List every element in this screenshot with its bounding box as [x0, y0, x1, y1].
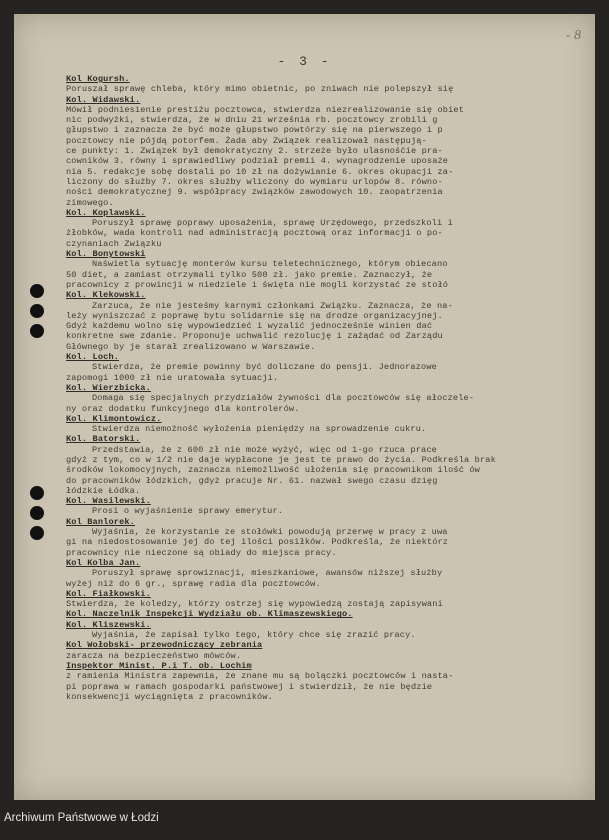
text-line: Zarzuca, że nie jesteśmy karnymi członkami Związku. Zaznacza, że na- — [92, 300, 453, 311]
text-line: łódzkie Łódka. — [66, 485, 141, 496]
text-line: nia 5. redakcje sobę dostali po 10 zł na dożywianie 6. okres okupacji za- — [66, 166, 454, 177]
punch-holes-lower — [30, 486, 44, 546]
archive-label: Archiwum Państwowe w Łodzi — [4, 812, 159, 824]
text-line: nic podwyżki, stwierdza, że w dniu 21 września rb. pocztowcy zrobili g — [66, 115, 438, 126]
speaker-heading: Kol. Klimontowicz. — [66, 413, 162, 424]
text-line: Naświetla sytuację monterów kursu teletechnicznego, którym obiecano — [92, 259, 448, 270]
text-line: pocztowcy nie pójdą potorfem. Żada aby Związek realizował następują- — [66, 135, 427, 146]
text-line: konkretne swe zdanie. Proponuje uchwalić rezolucję i zażądać od Zarządu — [66, 331, 443, 342]
text-line: Poruszał sprawę chleba, który mimo obietnic, po zniwach nie polepszył się — [66, 84, 454, 95]
text-line: ności demokratycznej 9. współpracy związków zawodowych 10. zaopatrzenia — [66, 187, 443, 198]
document-page — [14, 14, 595, 800]
speaker-heading: Kol. Bonytowski — [66, 249, 146, 260]
speaker-heading: Kol Banlorek. — [66, 516, 135, 527]
text-line: ce punkty: 1. Związek był demokratyczny 2. strzeże było ulasnośćie pra- — [66, 146, 443, 157]
punch-hole — [30, 486, 44, 500]
text-line: Stwierdza, że koledzy, którzy ostrzej się wypowiedzą zostają zapisywani — [66, 599, 443, 610]
speaker-heading: Kol Kogursh. — [66, 74, 130, 84]
archive-footer — [0, 800, 609, 840]
speaker-heading: Kol. Kliszewski. — [66, 619, 151, 630]
text-line: Gdyż każdemu wolno się wypowiedzieć i wyzalić jednocześnie winien dać — [66, 321, 433, 332]
speaker-heading: Kol. Wierzbicka. — [66, 382, 151, 393]
text-line: Przedstawia, że z 600 zł nie może wyżyć, więc od 1-go rzuca prace — [92, 444, 437, 455]
text-line: zimowego. — [66, 197, 114, 208]
speaker-heading: Kol. Wasilewski. — [66, 496, 151, 507]
punch-holes-upper — [30, 284, 44, 344]
text-line: głupstwo i zaznacza że być może głupstwo powtórzy się na pierwszego i p — [66, 125, 443, 136]
speaker-heading: Kol. Batorski. — [66, 434, 141, 445]
speaker-heading: Kol. Fiałkowski. — [66, 588, 151, 599]
typed-text-body — [66, 74, 585, 702]
text-line: Domaga się specjalnych przydziałów żywności dla pocztowców się ałoczele- — [92, 393, 475, 404]
punch-hole — [30, 284, 44, 298]
text-line: leży wyniszczać z poprawę bytu solidarnie się na drodze organizacyjnej. — [66, 310, 443, 321]
speaker-heading: Kol. Koplawski. — [66, 207, 146, 218]
text-line: do pracowników łódzkich, gdyż pracuje Nr. 61. nazwał swego czasu dzięg — [66, 475, 438, 486]
text-line: zaracza na bezpieczeństwo mówców. — [66, 650, 242, 661]
text-line: pracownicy z prowincji w niedziele i święta nie mogli korzystać ze stołó — [66, 279, 449, 290]
text-line: 50 diet, a zamiast otrzymali tylko 500 zł. jako premie. Zaznaczył, że — [66, 269, 433, 280]
text-line: Wyjaśnia, że korzystanie ze stołówki powodują przerwę w pracy z uwa — [92, 527, 448, 538]
text-line: Głównego by je starał zrealizowano w Warszawie. — [66, 341, 316, 352]
text-line: ny oraz dodatku funkcyjnego dla kontrolerów. — [66, 403, 300, 414]
text-line: zapomogi 1000 zł nie uratowała sytuacji. — [66, 372, 279, 383]
speaker-heading: Kol. Naczelnik Inspekcji Wydziału ob. Klimaszewskiego. — [66, 609, 353, 620]
speaker-heading: Kol Kolba Jan. — [66, 557, 141, 568]
speaker-heading: Kol. Klekowski. — [66, 290, 146, 301]
punch-hole — [30, 506, 44, 520]
text-line: pi poprawa w ramach gospodarki państwowej i stwierdził, że nie będzie — [66, 681, 433, 692]
text-line: Poruszył sprawę poprawy uposażenia, sprawę Urzędowego, przedszkoli i — [92, 218, 453, 229]
page-number: - 3 - — [277, 54, 332, 69]
punch-hole — [30, 324, 44, 338]
text-line: środków lokomocyjnych, zaznacza niemożliwość ułożenia się pracownikom ilość ów — [66, 465, 480, 476]
text-line: czynaniach Związku — [66, 238, 162, 249]
text-line: Prosi o wyjaśnienie sprawy emerytur. — [92, 506, 284, 517]
text-line: pracownicy nie nieczone są obiady do miejsca pracy. — [66, 547, 337, 558]
text-line: cowników 3. równy i sprawiedliwy podział premii 4. wynagrodzenie uposaże — [66, 156, 449, 167]
corner-annotation: - 8 — [565, 28, 581, 43]
text-line: konsekwencji wyciągnięta z pracowników. — [66, 691, 273, 702]
text-line: żłobków, wada kontroli nad administracją pocztową oraz informacji o po- — [66, 228, 443, 239]
punch-hole — [30, 526, 44, 540]
text-line: gdyż z tym, co w 1/2 nie daje wypłacone je jest te prawo do życia. Podkreśla brak — [66, 454, 496, 465]
text-line: Wyjaśnia, że zapisał tylko tego, który chce się zrazić pracy. — [92, 630, 416, 641]
speaker-heading: Kol. Widawski. — [66, 94, 141, 105]
speaker-heading: Kol. Loch. — [66, 352, 120, 363]
text-line: z ramienia Ministra zapewnia, że znane mu są bolączki pocztowców i nasta- — [66, 671, 454, 682]
text-line: wyżej niż do 6 gr., sprawę radia dla pocztowców. — [66, 578, 321, 589]
text-line: liczony do służby 7. okres służby wliczony do wymiaru urlopów 8. równo- — [66, 176, 443, 187]
text-line: Mówił podniesienie prestiżu pocztowca, stwierdza niezrealizowanie się obiet — [66, 104, 465, 115]
text-line: Stwierdza, że premie powinny być doliczane do pensji. Jednorazowe — [92, 362, 437, 373]
speaker-heading: Kol Wołobski- przewodniczący zebrania — [66, 640, 263, 651]
speaker-heading: Inspektor Minist. P.i T. ob. Lochim — [66, 660, 252, 671]
text-line: gi na niedostosowanie jej do tej ilości posiłków. Podkreśla, że niektórz — [66, 537, 449, 548]
text-line: Poruszył sprawę sprowiznacji, mieszkaniowe, awansów niższej służby — [92, 568, 443, 579]
punch-hole — [30, 304, 44, 318]
text-line: Stwierdza niemożność wyłożenia pieniędzy na sprowadzenie cukru. — [92, 424, 427, 435]
